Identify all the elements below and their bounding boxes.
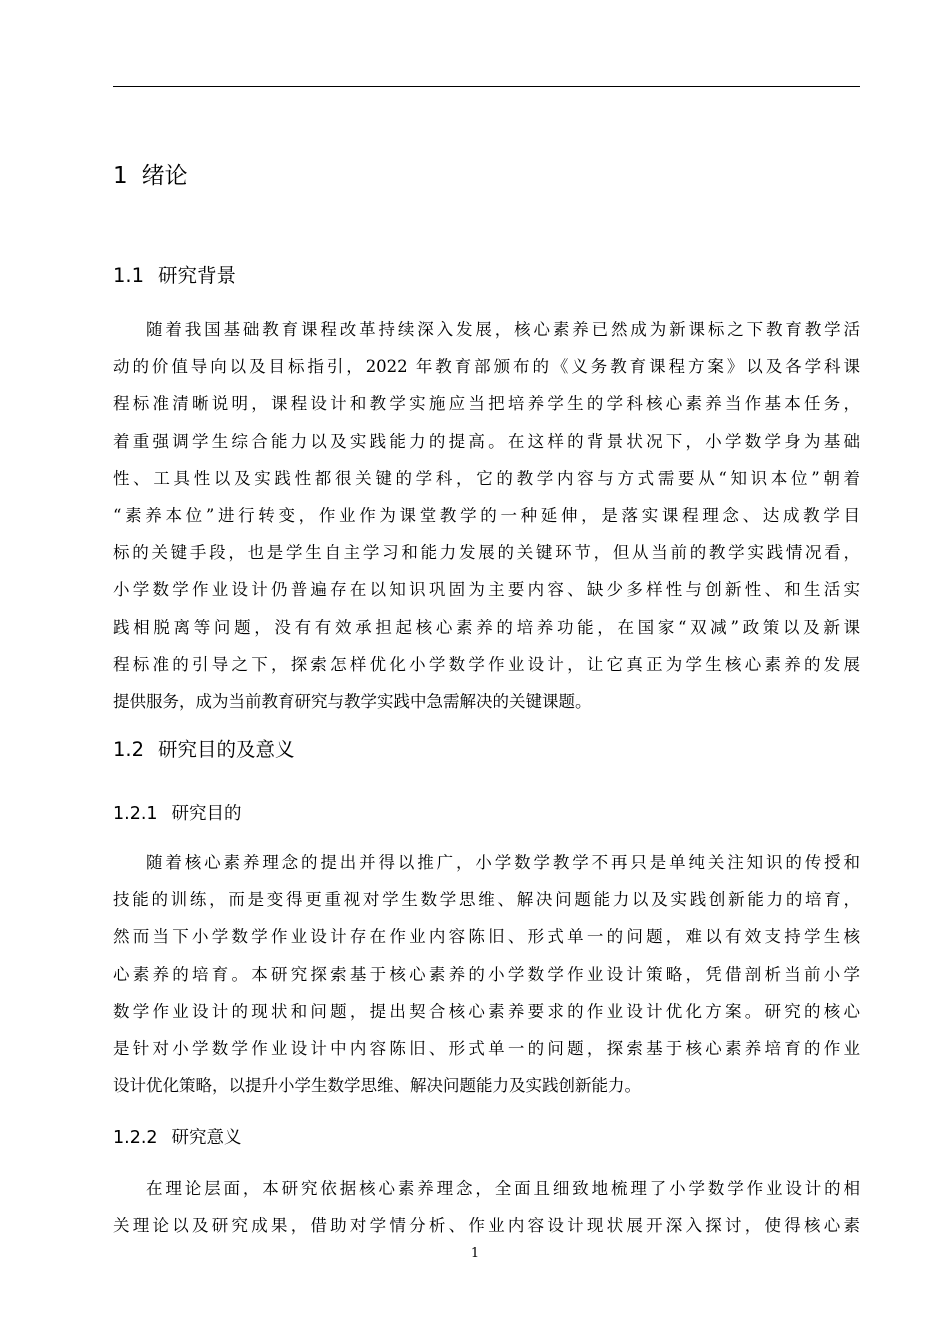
text-line: 数学作业设计的现状和问题，提出契合核心素养要求的作业设计优化方案。研究的核心: [113, 1001, 860, 1021]
header-rule: [113, 86, 860, 87]
text-line: 是针对小学数学作业设计中内容陈旧、形式单一的问题，探索基于核心素养培育的作业: [113, 1038, 860, 1058]
page-number: 1: [470, 1246, 480, 1261]
paragraph-purpose: [113, 844, 860, 1104]
text-line: 随着我国基础教育课程改革持续深入发展，核心素养已然成为新课标之下教育教学活: [146, 320, 860, 339]
text-line: 标的关键手段，也是学生自主学习和能力发展的关键环节，但从当前的教学实践情况看，: [113, 543, 860, 563]
text-line: 然而当下小学数学作业设计存在作业内容陈旧、形式单一的问题，难以有效支持学生核: [113, 927, 860, 947]
section-number: 1.2: [113, 738, 145, 761]
text-line: 程标准的引导之下，探索怎样优化小学数学作业设计，让它真正为学生核心素养的发展: [113, 654, 860, 674]
text-line: 随着核心素养理念的提出并得以推广，小学数学教学不再只是单纯关注知识的传授和: [146, 853, 860, 872]
text-line: 设计优化策略，以提升小学生数学思维、解决问题能力及实践创新能力。: [113, 1076, 641, 1096]
section-number: 1.2.1: [113, 804, 158, 824]
section-title: 研究背景: [158, 264, 237, 287]
section-number: 1.1: [113, 264, 145, 287]
section-title: 研究目的: [171, 804, 242, 824]
section-heading-background: [113, 262, 236, 290]
text-line: 心素养的培育。本研究探索基于核心素养的小学数学作业设计策略，凭借剖析当前小学: [113, 964, 860, 984]
section-title: 研究意义: [171, 1128, 242, 1148]
text-line: 动的价值导向以及目标指引，2022 年教育部颁布的《义务教育课程方案》以及各学科课: [113, 357, 860, 377]
text-line: “素养本位”进行转变，作业作为课堂教学的一种延伸，是落实课程理念、达成教学目: [113, 505, 860, 525]
text-line: 关理论以及研究成果，借助对学情分析、作业内容设计现状展开深入探讨，使得核心素: [113, 1216, 860, 1236]
chapter-heading: [113, 160, 188, 192]
paragraph-significance: [113, 1170, 860, 1244]
paragraph-background: [113, 311, 860, 720]
text-line: 提供服务，成为当前教育研究与教学实践中急需解决的关键课题。: [113, 691, 592, 711]
text-line: 着重强调学生综合能力以及实践能力的提高。在这样的背景状况下，小学数学身为基础: [113, 431, 860, 451]
section-number: 1: [113, 163, 128, 189]
text-line: 小学数学作业设计仍普遍存在以知识巩固为主要内容、缺少多样性与创新性、和生活实: [113, 580, 860, 600]
section-heading-purpose-significance: [113, 736, 295, 764]
section-number: 1.2.2: [113, 1128, 158, 1148]
text-line: 性、工具性以及实践性都很关键的学科，它的教学内容与方式需要从“知识本位”朝着: [113, 468, 860, 488]
text-line: 在理论层面，本研究依据核心素养理念，全面且细致地梳理了小学数学作业设计的相: [146, 1179, 860, 1198]
section-title: 绪论: [141, 163, 188, 189]
text-line: 践相脱离等问题，没有有效承担起核心素养的培养功能，在国家“双减”政策以及新课: [113, 617, 860, 637]
text-line: 技能的训练，而是变得更重视对学生数学思维、解决问题能力以及实践创新能力的培育，: [113, 890, 860, 910]
section-title: 研究目的及意义: [158, 738, 295, 761]
text-line: 程标准清晰说明，课程设计和教学实施应当把培养学生的学科核心素养当作基本任务，: [113, 394, 860, 414]
subsection-heading-purpose: [113, 801, 242, 827]
subsection-heading-significance: [113, 1125, 242, 1151]
